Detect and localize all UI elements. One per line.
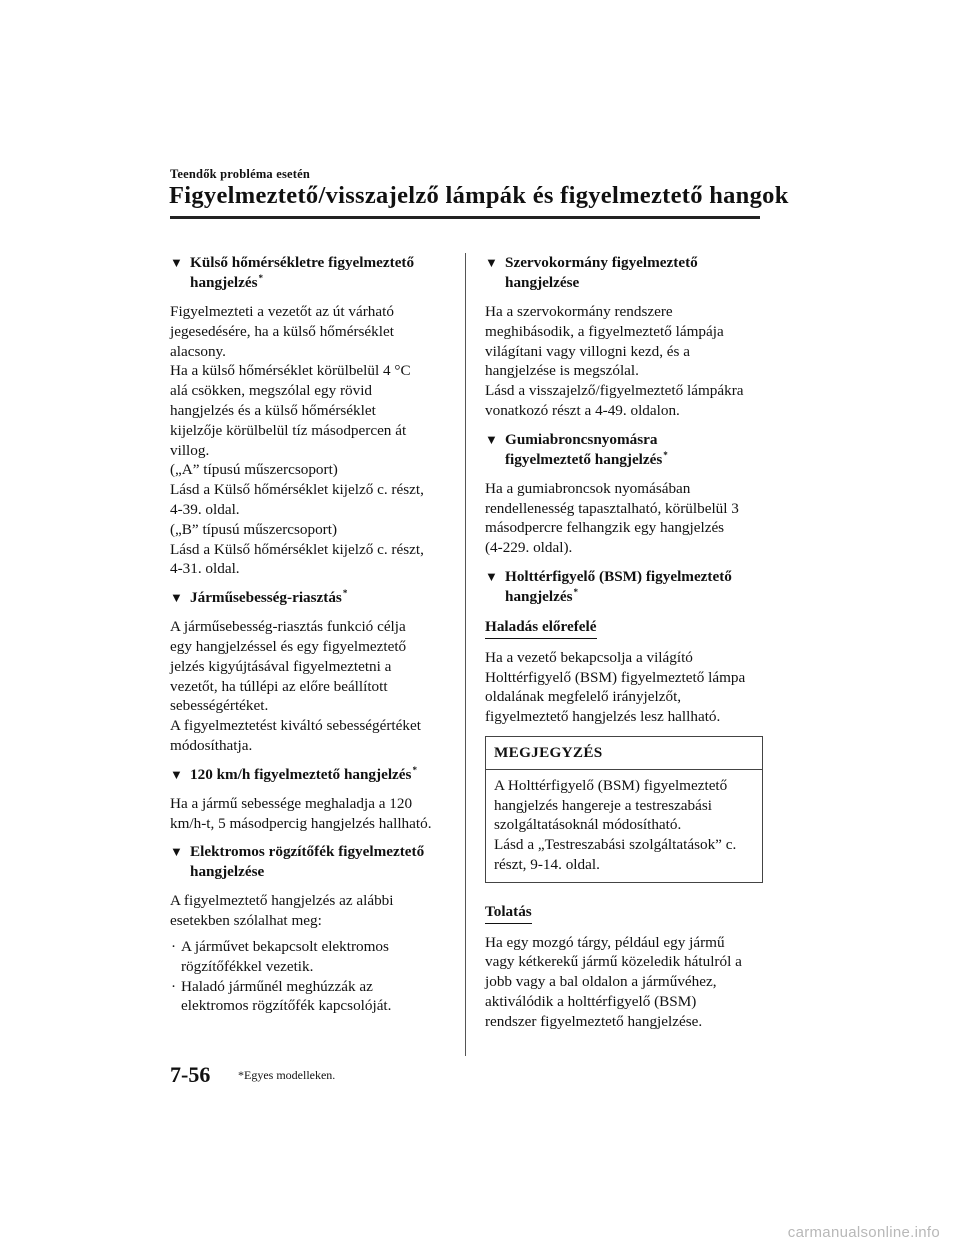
heading-line: 120 km/h figyelmeztető hangjelzés	[190, 765, 412, 783]
text-line: villog.	[170, 441, 210, 459]
text-line: („B” típusú műszercsoport)	[170, 520, 338, 538]
text-line: A járműsebesség-riasztás funkció célja	[170, 618, 406, 636]
text-line: Lásd a visszajelző/figyelmeztető lámpákra	[485, 382, 744, 400]
bullet-dot-icon: ·	[171, 977, 177, 995]
heading-line: Szervokormány figyelmeztető	[505, 254, 698, 271]
paragraph	[485, 648, 763, 727]
asterisk-mark: *	[412, 764, 417, 775]
text-line: hangjelzés hangereje a testreszabási	[494, 796, 712, 814]
triangle-down-icon: ▼	[485, 568, 498, 584]
triangle-down-icon: ▼	[485, 431, 498, 447]
list-item	[170, 937, 452, 977]
text-line: A járművet bekapcsolt elektromos	[181, 937, 389, 955]
text-line: vonatkozó részt a 4-49. oldalon.	[485, 401, 680, 419]
text-line: rendszer figyelmeztető hangjelzése.	[485, 1012, 703, 1030]
section-parking-brake	[170, 842, 452, 1016]
bullet-list	[170, 937, 452, 1016]
text-line: sebességértéket.	[170, 697, 269, 715]
asterisk-mark: *	[663, 449, 668, 460]
text-line: alá csökken, megszólal egy rövid	[170, 382, 373, 400]
page-title: Figyelmeztető/visszajelző lámpák és figyelmeztető hangok	[169, 182, 789, 209]
text-line: Ha a gumiabroncsok nyomásában	[485, 479, 691, 497]
triangle-down-icon: ▼	[170, 255, 183, 270]
text-line: részt, 9-14. oldal.	[494, 855, 600, 873]
text-line: rögzítőfékkel vezetik.	[181, 957, 314, 975]
paragraph	[170, 891, 452, 931]
section-120-kmh	[170, 765, 452, 834]
section-power-steering	[485, 253, 763, 421]
section-heading	[170, 253, 452, 293]
note-box	[485, 736, 763, 883]
chapter-subtitle: Teendők probléma esetén	[170, 167, 311, 181]
footnote: *Egyes modelleken.	[238, 1068, 336, 1082]
note-body	[486, 770, 762, 882]
text-line: Ha a vezető bekapcsolja a világító	[485, 648, 693, 666]
text-line: világítani vagy villogni kezd, és a	[485, 342, 690, 360]
text-line: 4-31. oldal.	[170, 560, 240, 578]
text-line: Ha egy mozgó tárgy, például egy jármű	[485, 933, 725, 951]
triangle-down-icon: ▼	[170, 844, 183, 860]
text-line: aktiválódik a holttérfigyelő (BSM)	[485, 992, 697, 1010]
column-divider	[465, 253, 466, 1056]
paragraph	[485, 302, 763, 421]
triangle-down-icon: ▼	[170, 590, 183, 606]
left-column	[170, 253, 452, 1025]
text-line: rendellenesség tapasztalható, körülbelül 3	[485, 499, 739, 517]
section-heading	[485, 430, 763, 470]
text-line: meghibásodik, a figyelmeztető lámpája	[485, 322, 724, 340]
text-line: („A” típusú műszercsoport)	[170, 461, 338, 479]
text-line: alacsony.	[170, 342, 226, 360]
text-line: vezetőt, ha túllépi az előre beállított	[170, 677, 388, 695]
section-heading	[170, 842, 452, 882]
text-line: (4-229. oldal).	[485, 539, 573, 557]
heading-line: Külső hőmérsékletre figyelmeztető	[190, 254, 415, 271]
header-rule	[170, 216, 760, 219]
section-heading	[485, 253, 763, 293]
text-line: esetekben szólalhat meg:	[170, 912, 322, 930]
text-line: szolgáltatásoknál módosítható.	[494, 816, 682, 834]
text-line: jegesedésére, ha a külső hőmérséklet	[170, 322, 394, 340]
heading-line: hangjelzése	[190, 863, 265, 881]
text-line: elektromos rögzítőfék kapcsolóját.	[181, 997, 392, 1015]
text-line: hangjelzés és a külső hőmérséklet	[170, 401, 376, 419]
text-line: A figyelmeztetést kiváltó sebességértéket	[170, 717, 421, 735]
text-line: Ha a szervokormány rendszere	[485, 303, 673, 320]
heading-line: Elektromos rögzítőfék figyelmeztető	[190, 843, 425, 861]
heading-line: figyelmeztető hangjelzés	[505, 450, 663, 468]
heading-line: hangjelzése	[505, 274, 580, 291]
section-speed-alarm	[170, 588, 452, 756]
text-line: módosíthatja.	[170, 736, 253, 754]
text-line: hangjelzése is megszólal.	[485, 362, 639, 380]
text-line: A figyelmeztető hangjelzés az alábbi	[170, 892, 394, 910]
text-line: Ha a külső hőmérséklet körülbelül 4 °C	[170, 362, 411, 380]
heading-line: Holttérfigyelő (BSM) figyelmeztető	[505, 567, 732, 585]
subheading-forward: Haladás előrefelé	[485, 617, 597, 639]
text-line: Holttérfigyelő (BSM) figyelmeztető lámpa	[485, 668, 746, 686]
paragraph	[170, 617, 452, 756]
paragraph	[485, 933, 763, 1032]
section-heading	[485, 567, 763, 607]
bullet-dot-icon: ·	[171, 937, 177, 955]
text-line: A Holttérfigyelő (BSM) figyelmeztető	[494, 776, 728, 794]
text-line: jobb vagy a bal oldalon a járművéhez,	[485, 973, 717, 991]
paragraph	[485, 479, 763, 558]
triangle-down-icon: ▼	[170, 766, 183, 782]
text-line: Haladó járműnél meghúzzák az	[181, 977, 373, 995]
text-line: másodpercre felhangzik egy hangjelzés	[485, 519, 725, 537]
text-line: Lásd a „Testreszabási szolgáltatások” c.	[494, 836, 737, 854]
section-tire-pressure	[485, 430, 763, 558]
text-line: km/h-t, 5 másodpercig hangjelzés hallható.	[170, 814, 432, 832]
heading-line: hangjelzés	[190, 274, 258, 291]
text-line: vagy kétkerekű jármű közeledik hátulról a	[485, 953, 742, 971]
text-line: 4-39. oldal.	[170, 500, 240, 518]
section-heading	[170, 588, 452, 608]
paragraph	[170, 794, 452, 834]
text-line: egy hangjelzéssel és egy figyelmeztető	[170, 637, 407, 655]
triangle-down-icon: ▼	[485, 255, 498, 270]
asterisk-mark: *	[573, 586, 578, 597]
text-line: kijelzője körülbelül tíz másodpercen át	[170, 421, 407, 439]
right-column	[485, 253, 763, 1041]
text-line: oldalának megfelelő irányjelzőt,	[485, 688, 682, 706]
note-title: MEGJEGYZÉS	[486, 737, 762, 770]
text-line: figyelmeztető hangjelzés lesz hallható.	[485, 708, 721, 726]
list-item	[170, 977, 452, 1017]
heading-line: Gumiabroncsnyomásra	[505, 430, 658, 448]
paragraph	[170, 302, 452, 579]
asterisk-mark: *	[342, 588, 348, 599]
section-heading	[170, 765, 452, 785]
section-outside-temp	[170, 253, 452, 579]
heading-line: Járműsebesség-riasztás	[190, 589, 342, 607]
text-line: Figyelmezteti a vezetőt az út várható	[170, 303, 394, 320]
section-bsm	[485, 567, 763, 1032]
text-line: Ha a jármű sebessége meghaladja a 120	[170, 794, 413, 812]
asterisk-mark: *	[258, 272, 263, 283]
heading-line: hangjelzés	[505, 587, 573, 605]
page-number: 7-56	[170, 1062, 211, 1087]
watermark: carmanualsonline.info	[787, 1224, 940, 1241]
text-line: Lásd a Külső hőmérséklet kijelző c. részt,	[170, 481, 424, 499]
text-line: Lásd a Külső hőmérséklet kijelző c. részt,	[170, 540, 424, 558]
text-line: jelzés kigyújtásával figyelmeztetni a	[170, 657, 392, 675]
subheading-reverse: Tolatás	[485, 902, 532, 924]
